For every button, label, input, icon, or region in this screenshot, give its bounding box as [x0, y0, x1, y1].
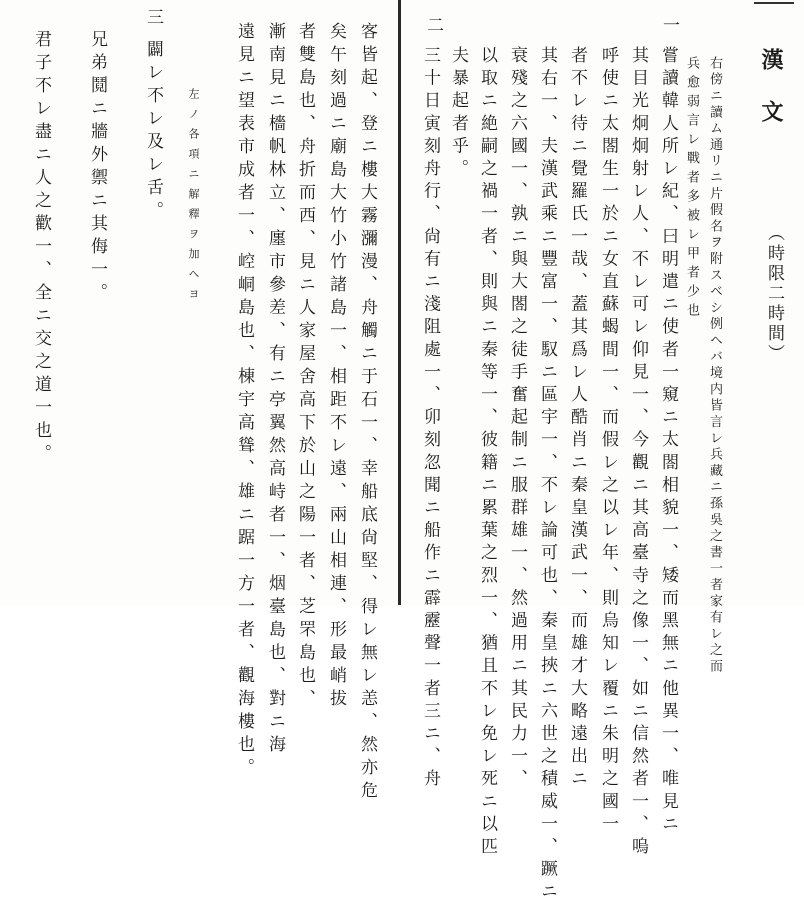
q1-line: 夫暴起者乎。: [448, 46, 468, 182]
q1-line: 以取ニ絶嗣之禍一者、則與ニ秦等一、彼籍ニ累葉之烈一、猶且不レ免レ死ニ以匹: [477, 46, 497, 860]
q3-item-2: 兄弟鬩ニ牆外禦ニ其侮一。: [87, 30, 107, 306]
instruction-line-1: 右傍ニ讀ム通リニ片假名ヲ附スベシ例ヘバ境内皆言レ兵藏ニ孫吳之書一者家有レ之而: [707, 56, 722, 676]
q2-line: 三十日寅刻舟行、尙有ニ淺阻處一、卯刻忽聞ニ船作ニ霹靂聲一者三ニ、舟: [420, 46, 440, 792]
page-gutter: [398, 0, 401, 605]
q1-line: 呼使ニ太閤生一於ニ女直蘇蝎間一、而假レ之以レ年、則烏知レ覆ニ朱明之國一: [598, 46, 618, 837]
question-2-number: 二: [423, 16, 443, 39]
instruction-line-2: 兵愈弱言レ戰者多被レ甲者少也: [684, 56, 699, 322]
q1-line: 嘗讀韓人所レ紀、曰明遣ニ使者一窺ニ太閤相貌一、矮而黑無ニ他異一、唯見ニ: [658, 46, 678, 837]
q1-line: 其目光炯炯射レ人、不レ可レ仰見一、今觀ニ其高臺寺之像一、如ニ信然者一、嗚: [628, 46, 648, 860]
q2-note: 左ノ各項ニ解釋ヲ加ヘヨ: [187, 88, 200, 308]
q2-line: 漸南見ニ檣帆林立、廛市參差、有ニ亭翼然高峙者一、烟臺島也、對ニ海: [265, 22, 285, 758]
time-limit: （時限二時間）: [764, 224, 784, 364]
q3-item-1: 闢レ不レ及レ舌。: [143, 40, 163, 224]
q2-line: 者雙島也、舟折而西、見ニ人家屋舍高下於山之陽一者、芝罘島也、: [295, 22, 315, 712]
q2-line: 矣午刻過ニ廟島大竹小竹諸島一、相距不レ遠、兩山相連、形最峭拔: [326, 22, 346, 712]
question-3-number: 三: [143, 8, 163, 31]
section-title: 漢文: [758, 48, 784, 152]
q2-line: 客皆起、登ニ樓大霧瀰漫、舟觸ニ于石一、幸船底尙堅、得レ無レ恙、然亦危: [357, 22, 377, 804]
q2-line: 遠見ニ望表市成者一、崆峒島也、棟宇高聳、雄ニ踞一方一者、觀海樓也。: [234, 22, 254, 781]
q1-line: 者不レ待ニ覺羅氏一哉、蓋其爲レ人酷肖ニ秦皇漢武一、而雄才大略遠出ニ: [567, 46, 587, 792]
question-1-number: 一: [659, 16, 679, 39]
q3-item-3: 君子不レ盡ニ人之歡一、全ニ交之道一也。: [31, 30, 51, 467]
header-rule: [754, 2, 794, 4]
q1-line: 衰殘之六國一、孰ニ與大閤之徒手奮起制ニ服群雄一、然過用ニ其民力一、: [507, 46, 527, 792]
q1-line: 其右一、夫漢武乘ニ豐富一、馭ニ區宇一、不レ論可也、秦皇挾ニ六世之積威一、蹶ニ: [537, 46, 557, 905]
